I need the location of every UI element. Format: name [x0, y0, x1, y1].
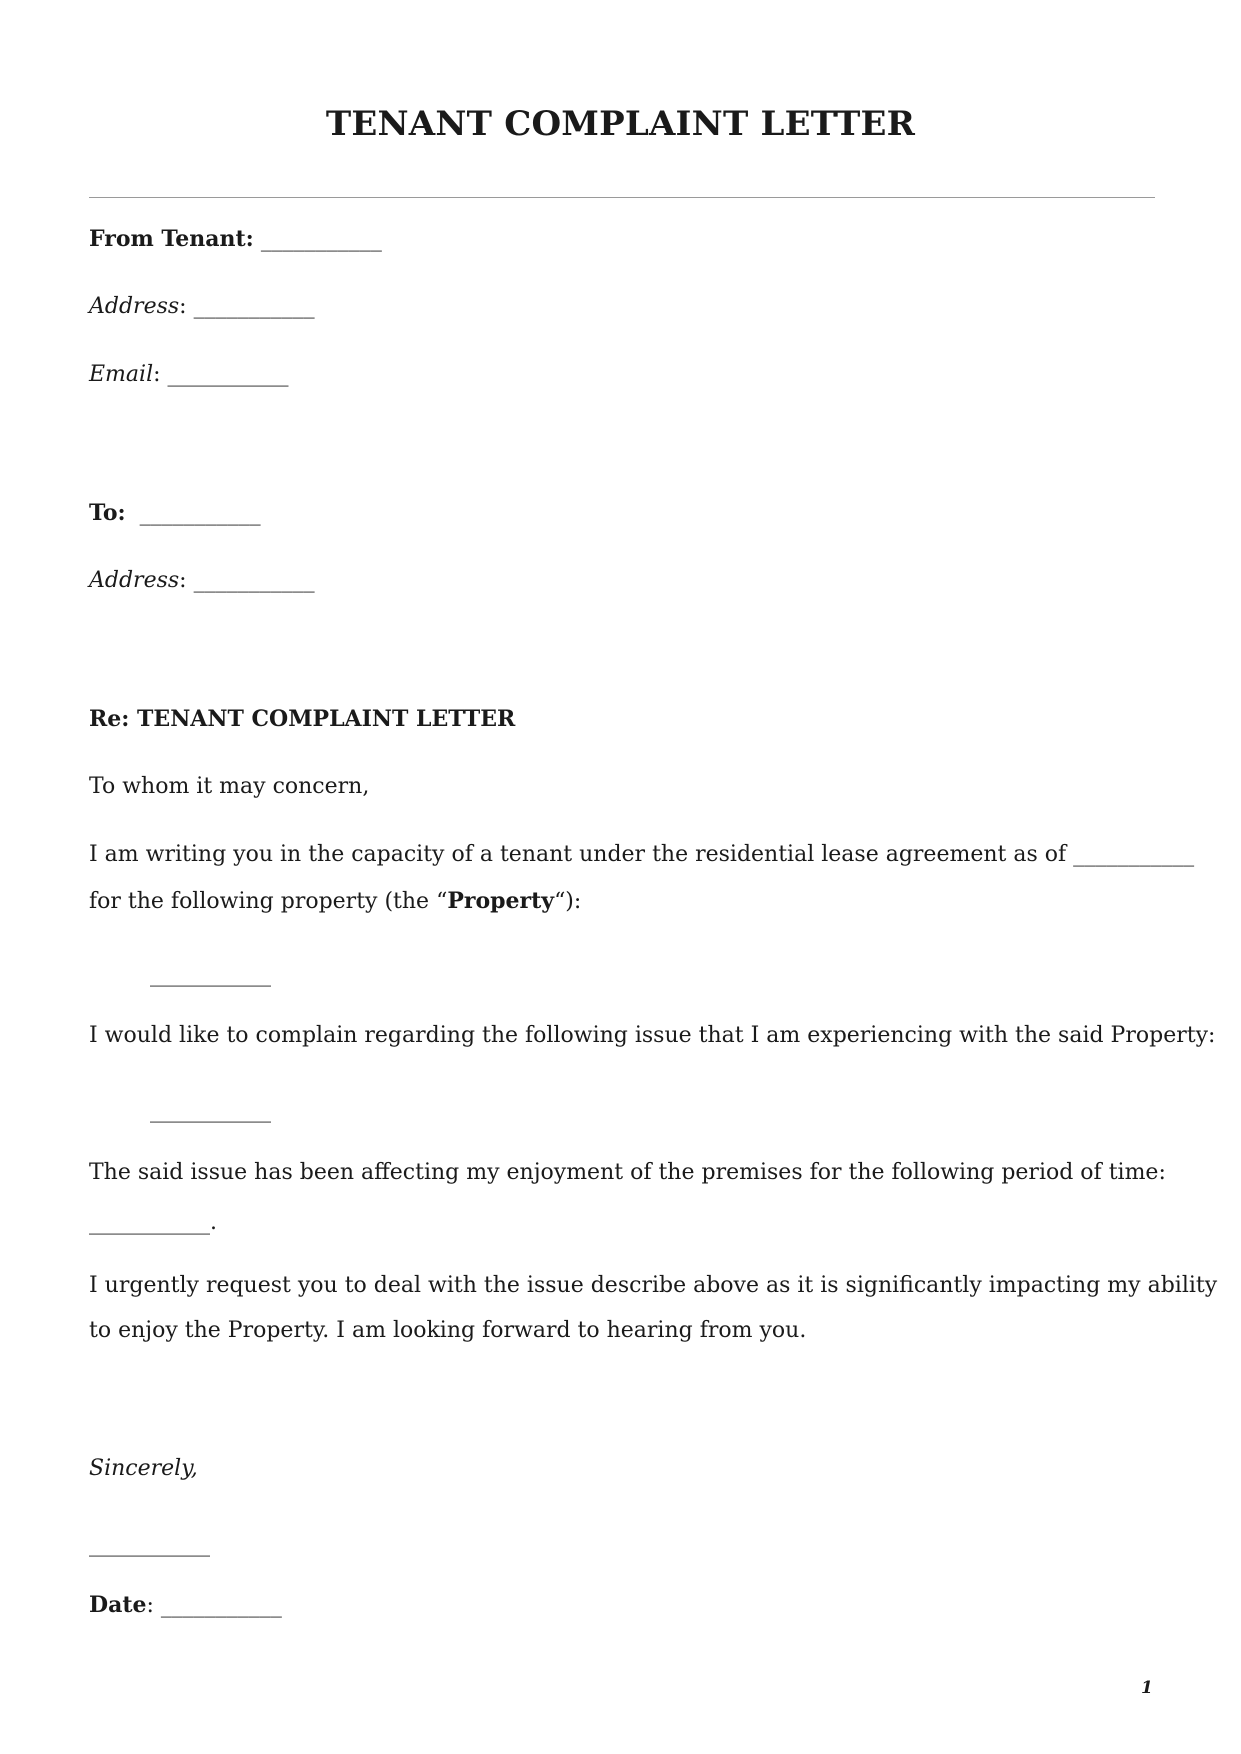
from-tenant-blank: ___________ [260, 227, 382, 252]
to-address-line [89, 568, 315, 594]
to-blank: ___________ [139, 501, 261, 526]
date-blank: ___________ [160, 1593, 282, 1618]
from-tenant-label: From Tenant: [89, 226, 254, 252]
closing: Sincerely, [89, 1456, 198, 1481]
to-address-blank: ___________ [193, 568, 315, 593]
paragraph-4-line-1: I urgently request you to deal with the issue describe above as it is significantly impacting my ability [89, 1273, 1218, 1298]
from-email-line [89, 362, 289, 388]
signature-blank: ___________ [89, 1532, 210, 1557]
from-address-line [89, 294, 315, 320]
page-number: 1 [1141, 1678, 1153, 1698]
from-tenant-line [89, 226, 382, 253]
property-blank: ___________ [150, 962, 271, 987]
paragraph-1-text-after: “): [554, 889, 582, 914]
salutation: To whom it may concern, [89, 774, 370, 799]
paragraph-4-line-2: to enjoy the Property. I am looking forward to hearing from you. [89, 1318, 807, 1343]
issue-blank: ___________ [150, 1098, 271, 1123]
date-sep: : [146, 1593, 154, 1618]
paragraph-1-line-1: I am writing you in the capacity of a tenant under the residential lease agreement as of ___________ [89, 842, 1195, 867]
to-address-label: Address [89, 568, 180, 593]
title-divider [89, 197, 1155, 198]
paragraph-3-line-2: ___________. [89, 1210, 217, 1235]
date-line [89, 1592, 282, 1619]
paragraph-2: I would like to complain regarding the following issue that I am experiencing with the said Property: [89, 1023, 1216, 1048]
to-label: To: [89, 500, 126, 526]
to-line [89, 500, 261, 527]
document-title: TENANT COMPLAINT LETTER [325, 104, 916, 144]
paragraph-1-text-before: for the following property (the “ [89, 889, 448, 914]
property-defined-term: Property [447, 888, 555, 914]
to-address-sep: : [179, 568, 187, 593]
paragraph-1-line-2 [89, 888, 581, 915]
from-email-blank: ___________ [167, 362, 289, 387]
from-email-label: Email [89, 362, 154, 387]
from-email-sep: : [153, 362, 161, 387]
re-line: Re: TENANT COMPLAINT LETTER [89, 706, 516, 732]
date-label: Date [89, 1592, 147, 1618]
paragraph-3-line-1: The said issue has been affecting my enjoyment of the premises for the following period of time: [89, 1160, 1166, 1185]
from-address-label: Address [89, 294, 180, 319]
from-address-sep: : [179, 294, 187, 319]
from-address-blank: ___________ [193, 294, 315, 319]
